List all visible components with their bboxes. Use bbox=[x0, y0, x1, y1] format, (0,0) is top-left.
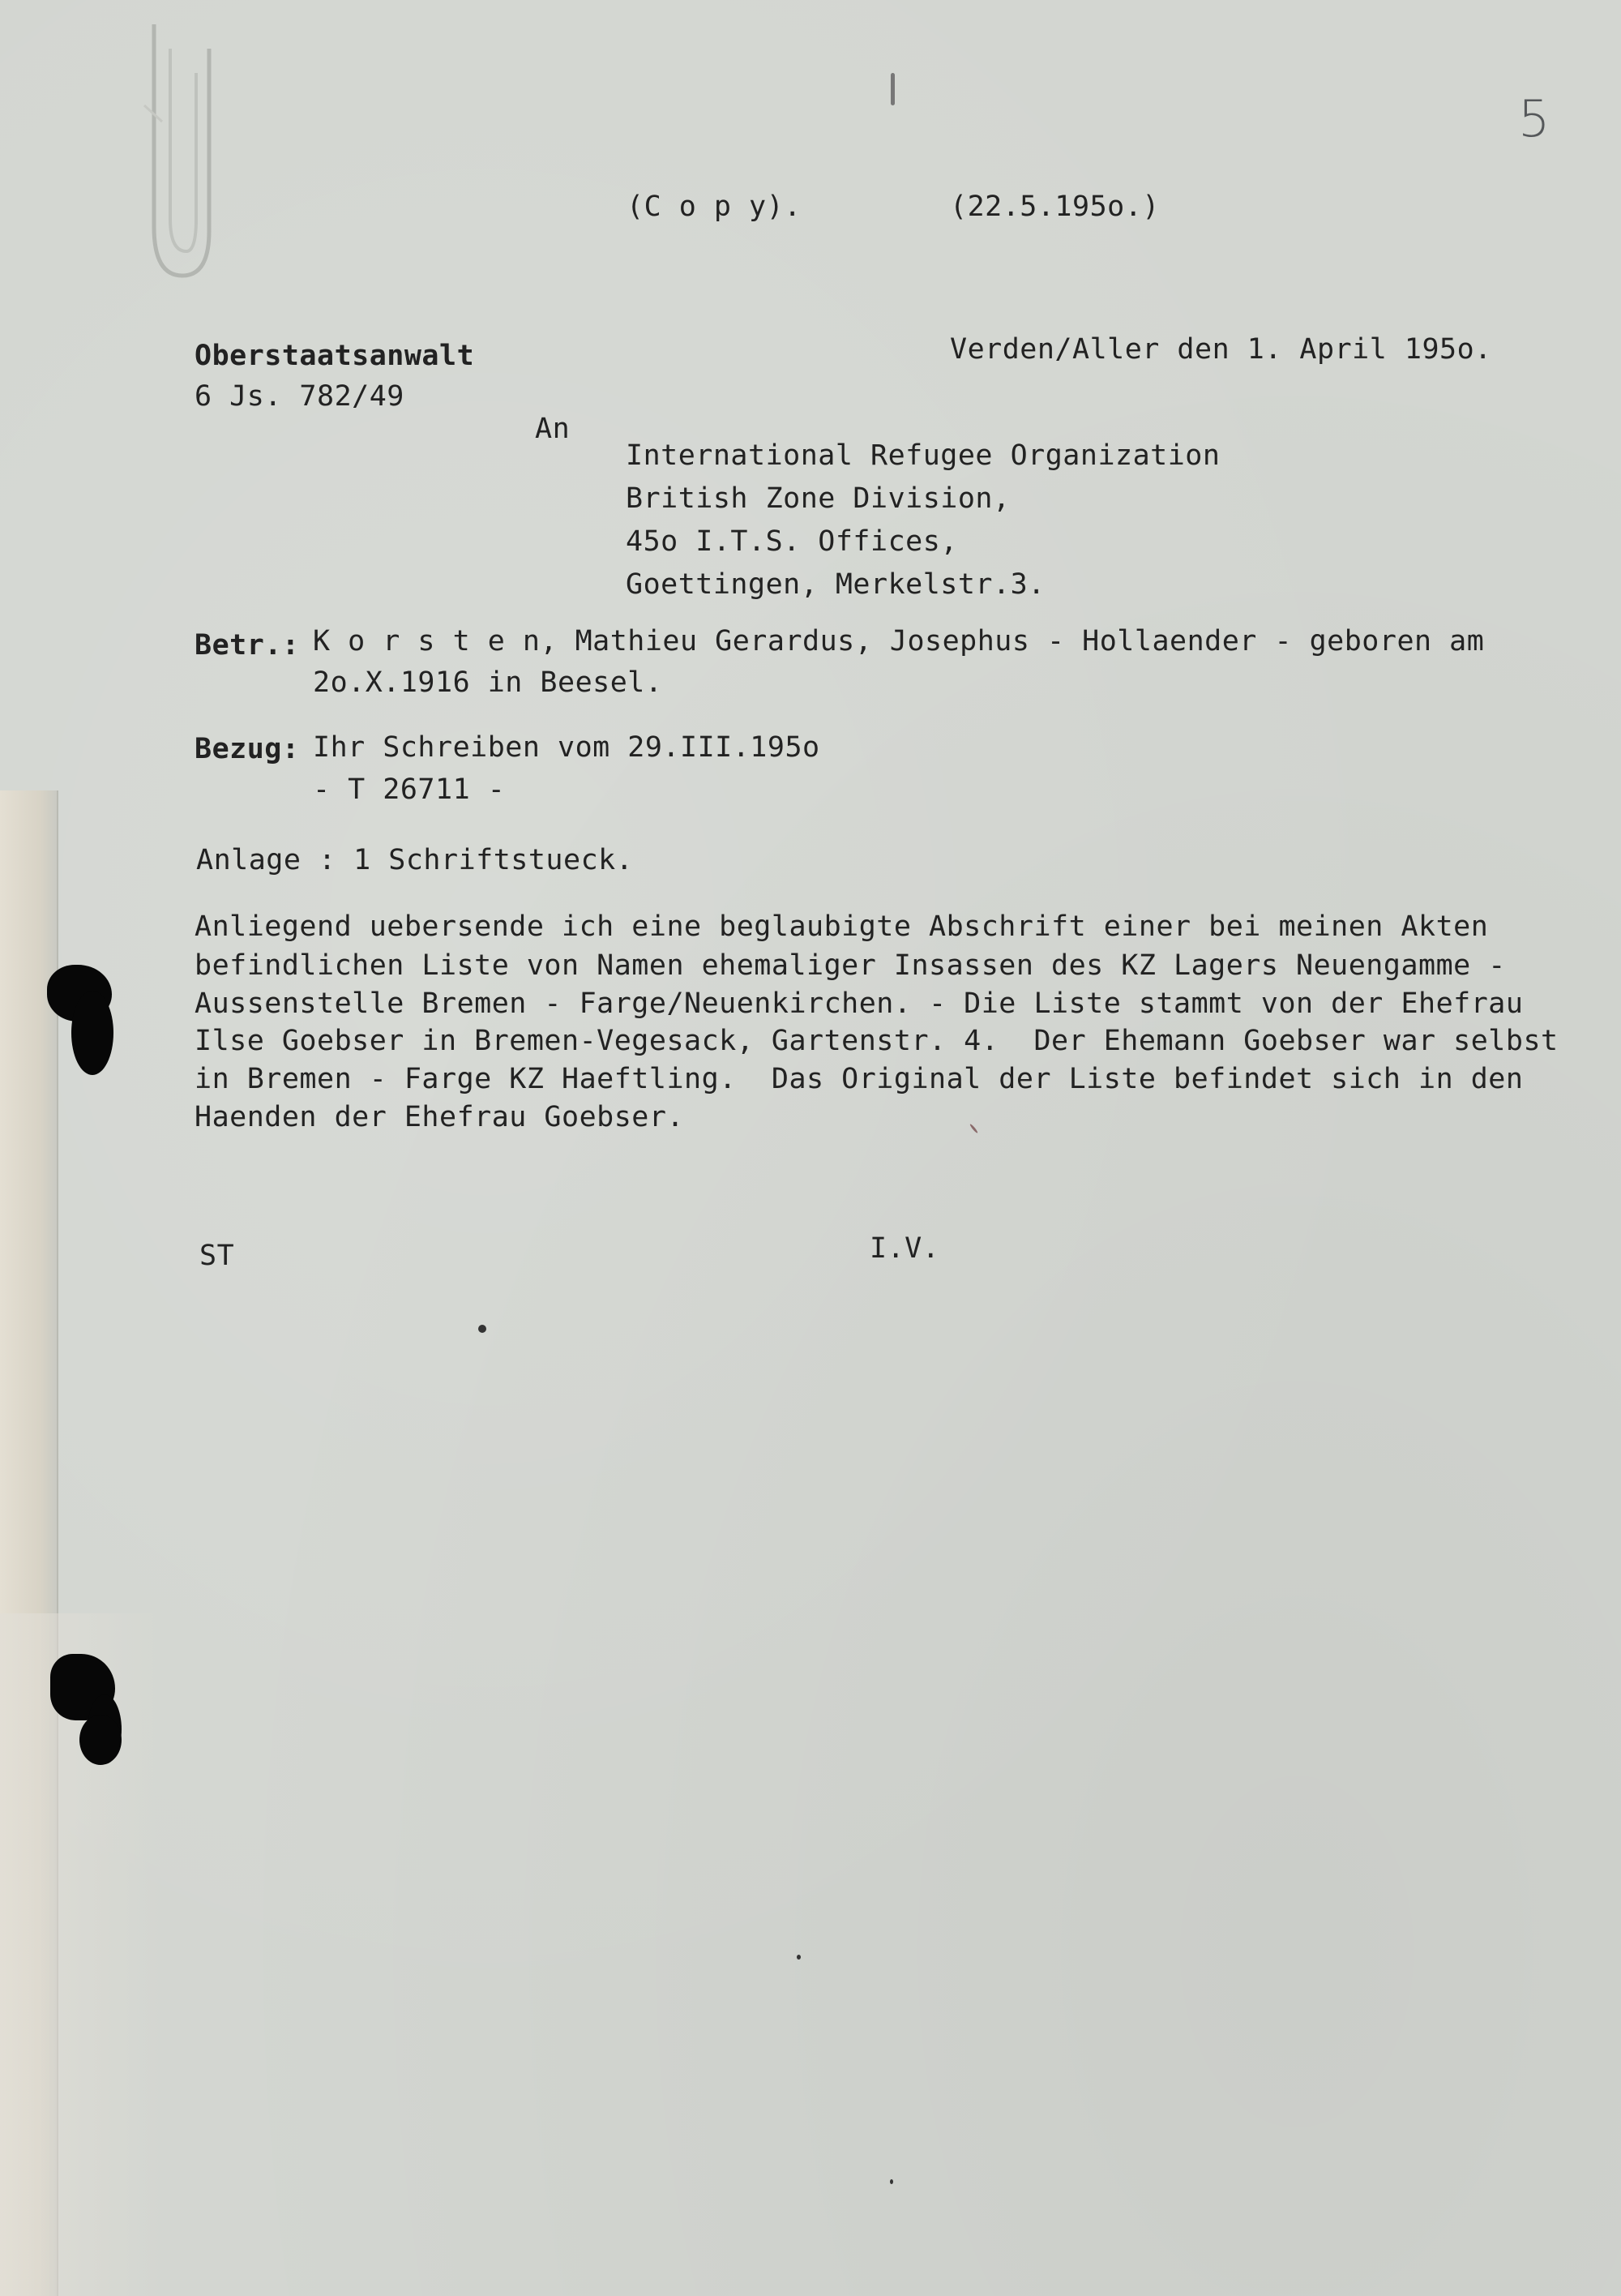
recipient-line: International Refugee Organization bbox=[626, 439, 1221, 472]
paperclip-mark bbox=[138, 16, 215, 284]
body-line: Ilse Goebser in Bremen-Vegesack, Gartenstr. 4. Der Ehemann Goebser war selbst bbox=[195, 1025, 1559, 1057]
ink-speck bbox=[478, 1325, 486, 1333]
typist-initials: ST bbox=[199, 1240, 235, 1272]
sender-office: Oberstaatsanwalt bbox=[195, 340, 475, 372]
punch-hole-bottom-c bbox=[79, 1715, 122, 1765]
reference-line: - T 26711 - bbox=[313, 773, 506, 806]
reference-label: Bezug: bbox=[195, 733, 300, 765]
body-line: in Bremen - Farge KZ Haeftling. Das Original der Liste befindet sich in den bbox=[195, 1063, 1524, 1095]
ink-speck bbox=[890, 2179, 893, 2184]
body-line: Anliegend uebersende ich eine beglaubigte Abschrift einer bei meinen Akten bbox=[195, 910, 1489, 943]
signature-mark: I.V. bbox=[870, 1232, 940, 1265]
subject-label: Betr.: bbox=[195, 629, 300, 662]
file-reference: 6 Js. 782/49 bbox=[195, 380, 404, 413]
recipient-line: Goettingen, Merkelstr.3. bbox=[626, 568, 1046, 601]
punch-hole-top-b bbox=[71, 991, 113, 1075]
reference-line: Ihr Schreiben vom 29.III.195o bbox=[313, 731, 820, 764]
ink-speck bbox=[969, 1124, 978, 1134]
to-label: An bbox=[535, 413, 571, 445]
enclosure-line: Anlage : 1 Schriftstueck. bbox=[196, 844, 634, 876]
page-number: 5 bbox=[1518, 89, 1550, 148]
body-line: Haenden der Ehefrau Goebser. bbox=[195, 1101, 685, 1133]
recipient-line: British Zone Division, bbox=[626, 482, 1011, 515]
ink-speck bbox=[891, 73, 895, 105]
subject-line: 2o.X.1916 in Beesel. bbox=[313, 666, 663, 699]
recipient-line: 45o I.T.S. Offices, bbox=[626, 525, 958, 558]
body-line: befindlichen Liste von Namen ehemaliger Insassen des KZ Lagers Neuengamme - bbox=[195, 949, 1506, 982]
subject-line: K o r s t e n, Mathieu Gerardus, Josephus - Hollaender - geboren am bbox=[313, 625, 1485, 658]
place-and-date: Verden/Aller den 1. April 195o. bbox=[950, 333, 1492, 366]
body-line: Aussenstelle Bremen - Farge/Neuenkirchen. - Die Liste stammt von der Ehefrau bbox=[195, 987, 1524, 1020]
copy-date: (22.5.195o.) bbox=[950, 191, 1160, 223]
copy-mark: (C o p y). bbox=[627, 191, 802, 223]
ink-speck bbox=[797, 1955, 801, 1960]
